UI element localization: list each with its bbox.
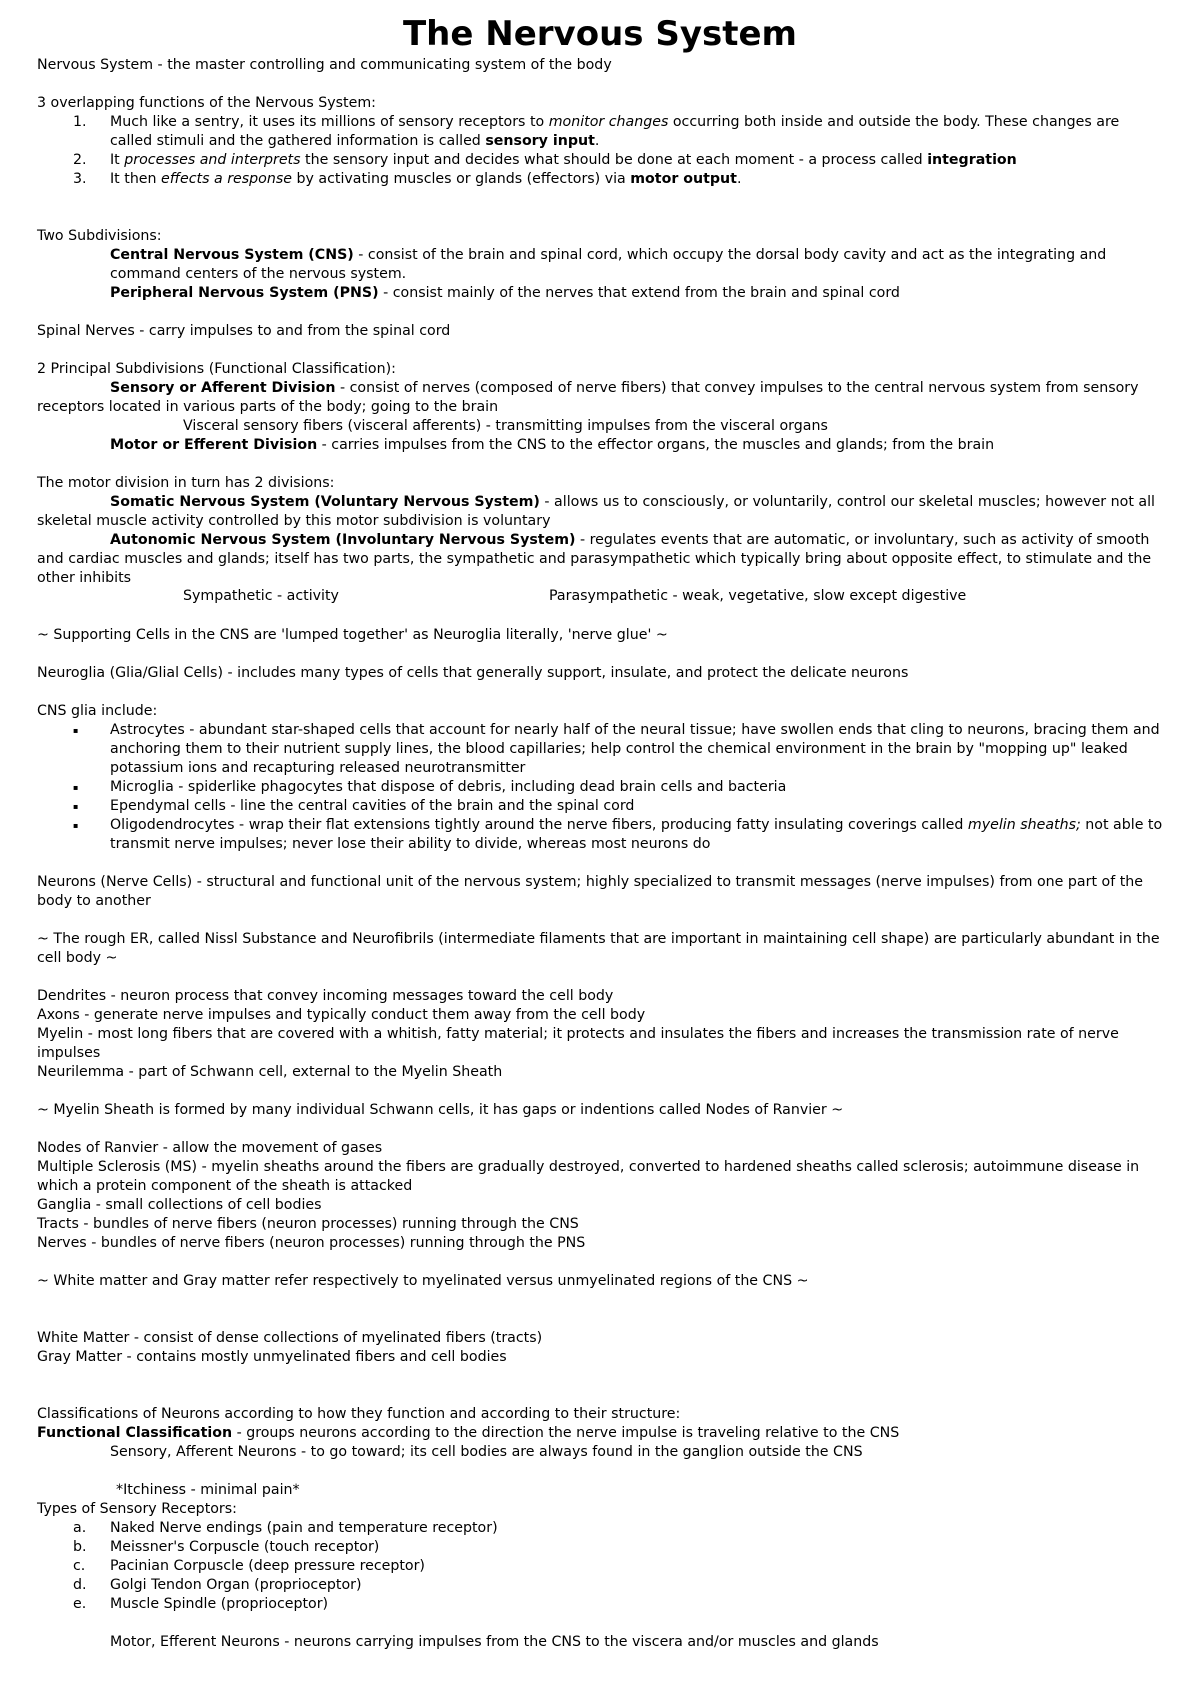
term: Ganglia - small collections of cell bodies bbox=[37, 1197, 322, 1213]
list-item: 3. It then effects a response by activating muscles or glands (effectors) via motor output. bbox=[73, 171, 742, 187]
list-item: 2. It processes and interprets the sensory input and decides what should be done at each moment - a process called integration bbox=[73, 152, 1017, 168]
definition: Nervous System - the master controlling and communicating system of the body bbox=[37, 57, 612, 73]
autonomic-system: Autonomic Nervous System (Involuntary Nervous System) - regulates events that are automatic, or involuntary, such as activity of smooth and cardiac muscles and glands; itself has two parts, the sympathetic and parasympathetic which typically bring about opposite effect, to stimulate and the other inhibits bbox=[37, 532, 1152, 586]
list-item: a. Naked Nerve endings (pain and temperature receptor) bbox=[73, 1520, 498, 1536]
bullet-icon: ▪ bbox=[73, 726, 79, 735]
supporting-cells-note: ~ Supporting Cells in the CNS are 'lumped together' as Neuroglia literally, 'nerve glue' ~ bbox=[37, 627, 668, 643]
list-item: d. Golgi Tendon Organ (proprioceptor) bbox=[73, 1577, 362, 1593]
classification-heading: Classifications of Neurons according to how they function and according to their structure: bbox=[37, 1406, 681, 1422]
list-item: b. Meissner's Corpuscle (touch receptor) bbox=[73, 1539, 380, 1555]
itchiness-note: *Itchiness - minimal pain* bbox=[116, 1482, 300, 1498]
sensory-neurons: Sensory, Afferent Neurons - to go toward; its cell bodies are always found in the ganglion outside the CNS bbox=[110, 1444, 863, 1460]
matter-note: ~ White matter and Gray matter refer respectively to myelinated versus unmyelinated regions of the CNS ~ bbox=[37, 1273, 809, 1289]
subdivisions-heading: Two Subdivisions: bbox=[37, 228, 162, 244]
rough-er-note: ~ The rough ER, called Nissl Substance and Neurofibrils (intermediate filaments that are important in maintaining cell shape) are particularly abundant in the cell body ~ bbox=[37, 931, 1160, 966]
list-item: e. Muscle Spindle (proprioceptor) bbox=[73, 1596, 329, 1612]
functions-heading: 3 overlapping functions of the Nervous System: bbox=[37, 95, 376, 111]
motor-division: Motor or Efferent Division - carries impulses from the CNS to the effector organs, the muscles and glands; from the brain bbox=[110, 437, 995, 453]
list-marker: b. bbox=[73, 1539, 87, 1555]
list-item: ▪ Microglia - spiderlike phagocytes that dispose of debris, including dead brain cells and bacteria bbox=[73, 779, 787, 795]
term: Nerves - bundles of nerve fibers (neuron processes) running through the PNS bbox=[37, 1235, 586, 1251]
list-marker: a. bbox=[73, 1520, 87, 1536]
cns-definition: Central Nervous System (CNS) - consist of the brain and spinal cord, which occupy the dorsal body cavity and act as the integrating and command centers of the nervous system. bbox=[110, 247, 1107, 282]
functions-list bbox=[37, 113, 1163, 189]
parasympathetic: Parasympathetic - weak, vegetative, slow except digestive bbox=[549, 588, 967, 604]
glia-list bbox=[37, 721, 1163, 854]
list-marker: 3. bbox=[73, 171, 87, 187]
list-marker: c. bbox=[73, 1558, 86, 1574]
sensory-division: Sensory or Afferent Division - consist of nerves (composed of nerve fibers) that convey impulses to the central nervous system from sensory receptors located in various parts of the body; going to the brain bbox=[37, 380, 1139, 415]
bullet-icon: ▪ bbox=[73, 821, 79, 830]
principal-heading: 2 Principal Subdivisions (Functional Classification): bbox=[37, 361, 396, 377]
term: Multiple Sclerosis (MS) - myelin sheaths around the fibers are gradually destroyed, converted to hardened sheaths called sclerosis; autoimmune disease in which a protein component of the sheath is attacked bbox=[37, 1159, 1140, 1194]
page-title: The Nervous System bbox=[402, 14, 797, 54]
myelin-note: ~ Myelin Sheath is formed by many individual Schwann cells, it has gaps or indentions called Nodes of Ranvier ~ bbox=[37, 1102, 844, 1118]
white-matter: White Matter - consist of dense collections of myelinated fibers (tracts) bbox=[37, 1330, 543, 1346]
visceral-fibers: Visceral sensory fibers (visceral afferents) - transmitting impulses from the visceral organs bbox=[183, 418, 828, 434]
neuron-part: Axons - generate nerve impulses and typically conduct them away from the cell body bbox=[37, 1007, 646, 1023]
list-item: ▪ Ependymal cells - line the central cavities of the brain and the spinal cord bbox=[73, 798, 635, 814]
spinal-nerves: Spinal Nerves - carry impulses to and from the spinal cord bbox=[37, 323, 451, 339]
motor-neurons: Motor, Efferent Neurons - neurons carrying impulses from the CNS to the viscera and/or muscles and glands bbox=[110, 1634, 879, 1650]
term: Nodes of Ranvier - allow the movement of gases bbox=[37, 1140, 383, 1156]
somatic-system: Somatic Nervous System (Voluntary Nervous System) - allows us to consciously, or voluntarily, control our skeletal muscles; however not all skeletal muscle activity controlled by this motor subdivision is voluntary bbox=[37, 494, 1155, 529]
neuron-part: Dendrites - neuron process that convey incoming messages toward the cell body bbox=[37, 988, 614, 1004]
pns-definition: Peripheral Nervous System (PNS) - consist mainly of the nerves that extend from the brain and spinal cord bbox=[110, 285, 900, 301]
gray-matter: Gray Matter - contains mostly unmyelinated fibers and cell bodies bbox=[37, 1349, 507, 1365]
sympathetic: Sympathetic - activity bbox=[183, 588, 339, 604]
list-item: c. Pacinian Corpuscle (deep pressure receptor) bbox=[73, 1558, 425, 1574]
list-item: ▪ Oligodendrocytes - wrap their flat extensions tightly around the nerve fibers, producing fatty insulating coverings called myelin sheaths; not able to transmit nerve impulses; never lose their ability to divide, whereas most neurons do bbox=[73, 817, 1163, 852]
bullet-icon: ▪ bbox=[73, 802, 79, 811]
bullet-icon: ▪ bbox=[73, 783, 79, 792]
glia-heading: CNS glia include: bbox=[37, 703, 158, 719]
list-item: 1. Much like a sentry, it uses its millions of sensory receptors to monitor changes occurring both inside and outside the body. These changes are called stimuli and the gathered information is called sensory input. bbox=[73, 114, 1120, 149]
list-marker: d. bbox=[73, 1577, 87, 1593]
receptors-heading: Types of Sensory Receptors: bbox=[37, 1501, 237, 1517]
autonomic-parts bbox=[37, 588, 1163, 607]
list-marker: e. bbox=[73, 1596, 87, 1612]
term: Tracts - bundles of nerve fibers (neuron processes) running through the CNS bbox=[37, 1216, 579, 1232]
list-marker: 1. bbox=[73, 114, 87, 130]
list-marker: 2. bbox=[73, 152, 87, 168]
neuroglia: Neuroglia (Glia/Glial Cells) - includes many types of cells that generally support, insulate, and protect the delicate neurons bbox=[37, 665, 909, 681]
receptors-list bbox=[37, 1519, 1163, 1614]
neurons: Neurons (Nerve Cells) - structural and functional unit of the nervous system; highly specialized to transmit messages (nerve impulses) from one part of the body to another bbox=[37, 874, 1143, 909]
neuron-part: Neurilemma - part of Schwann cell, external to the Myelin Sheath bbox=[37, 1064, 503, 1080]
functional-classification: Functional Classification - groups neurons according to the direction the nerve impulse is traveling relative to the CNS bbox=[37, 1425, 900, 1441]
list-item: ▪ Astrocytes - abundant star-shaped cells that account for nearly half of the neural tissue; have swollen ends that cling to neurons, bracing them and anchoring them to their nutrient supply lines, the blood capillaries; help control the chemical environment in the brain by "mopping up" leaked potassium ions and recapturing released neurotransmitter bbox=[73, 722, 1160, 776]
neuron-part: Myelin - most long fibers that are covered with a whitish, fatty material; it protects and insulates the fibers and increases the transmission rate of nerve impulses bbox=[37, 1026, 1119, 1061]
motor-division-heading: The motor division in turn has 2 divisions: bbox=[37, 475, 335, 491]
document-body bbox=[37, 0, 1163, 1652]
